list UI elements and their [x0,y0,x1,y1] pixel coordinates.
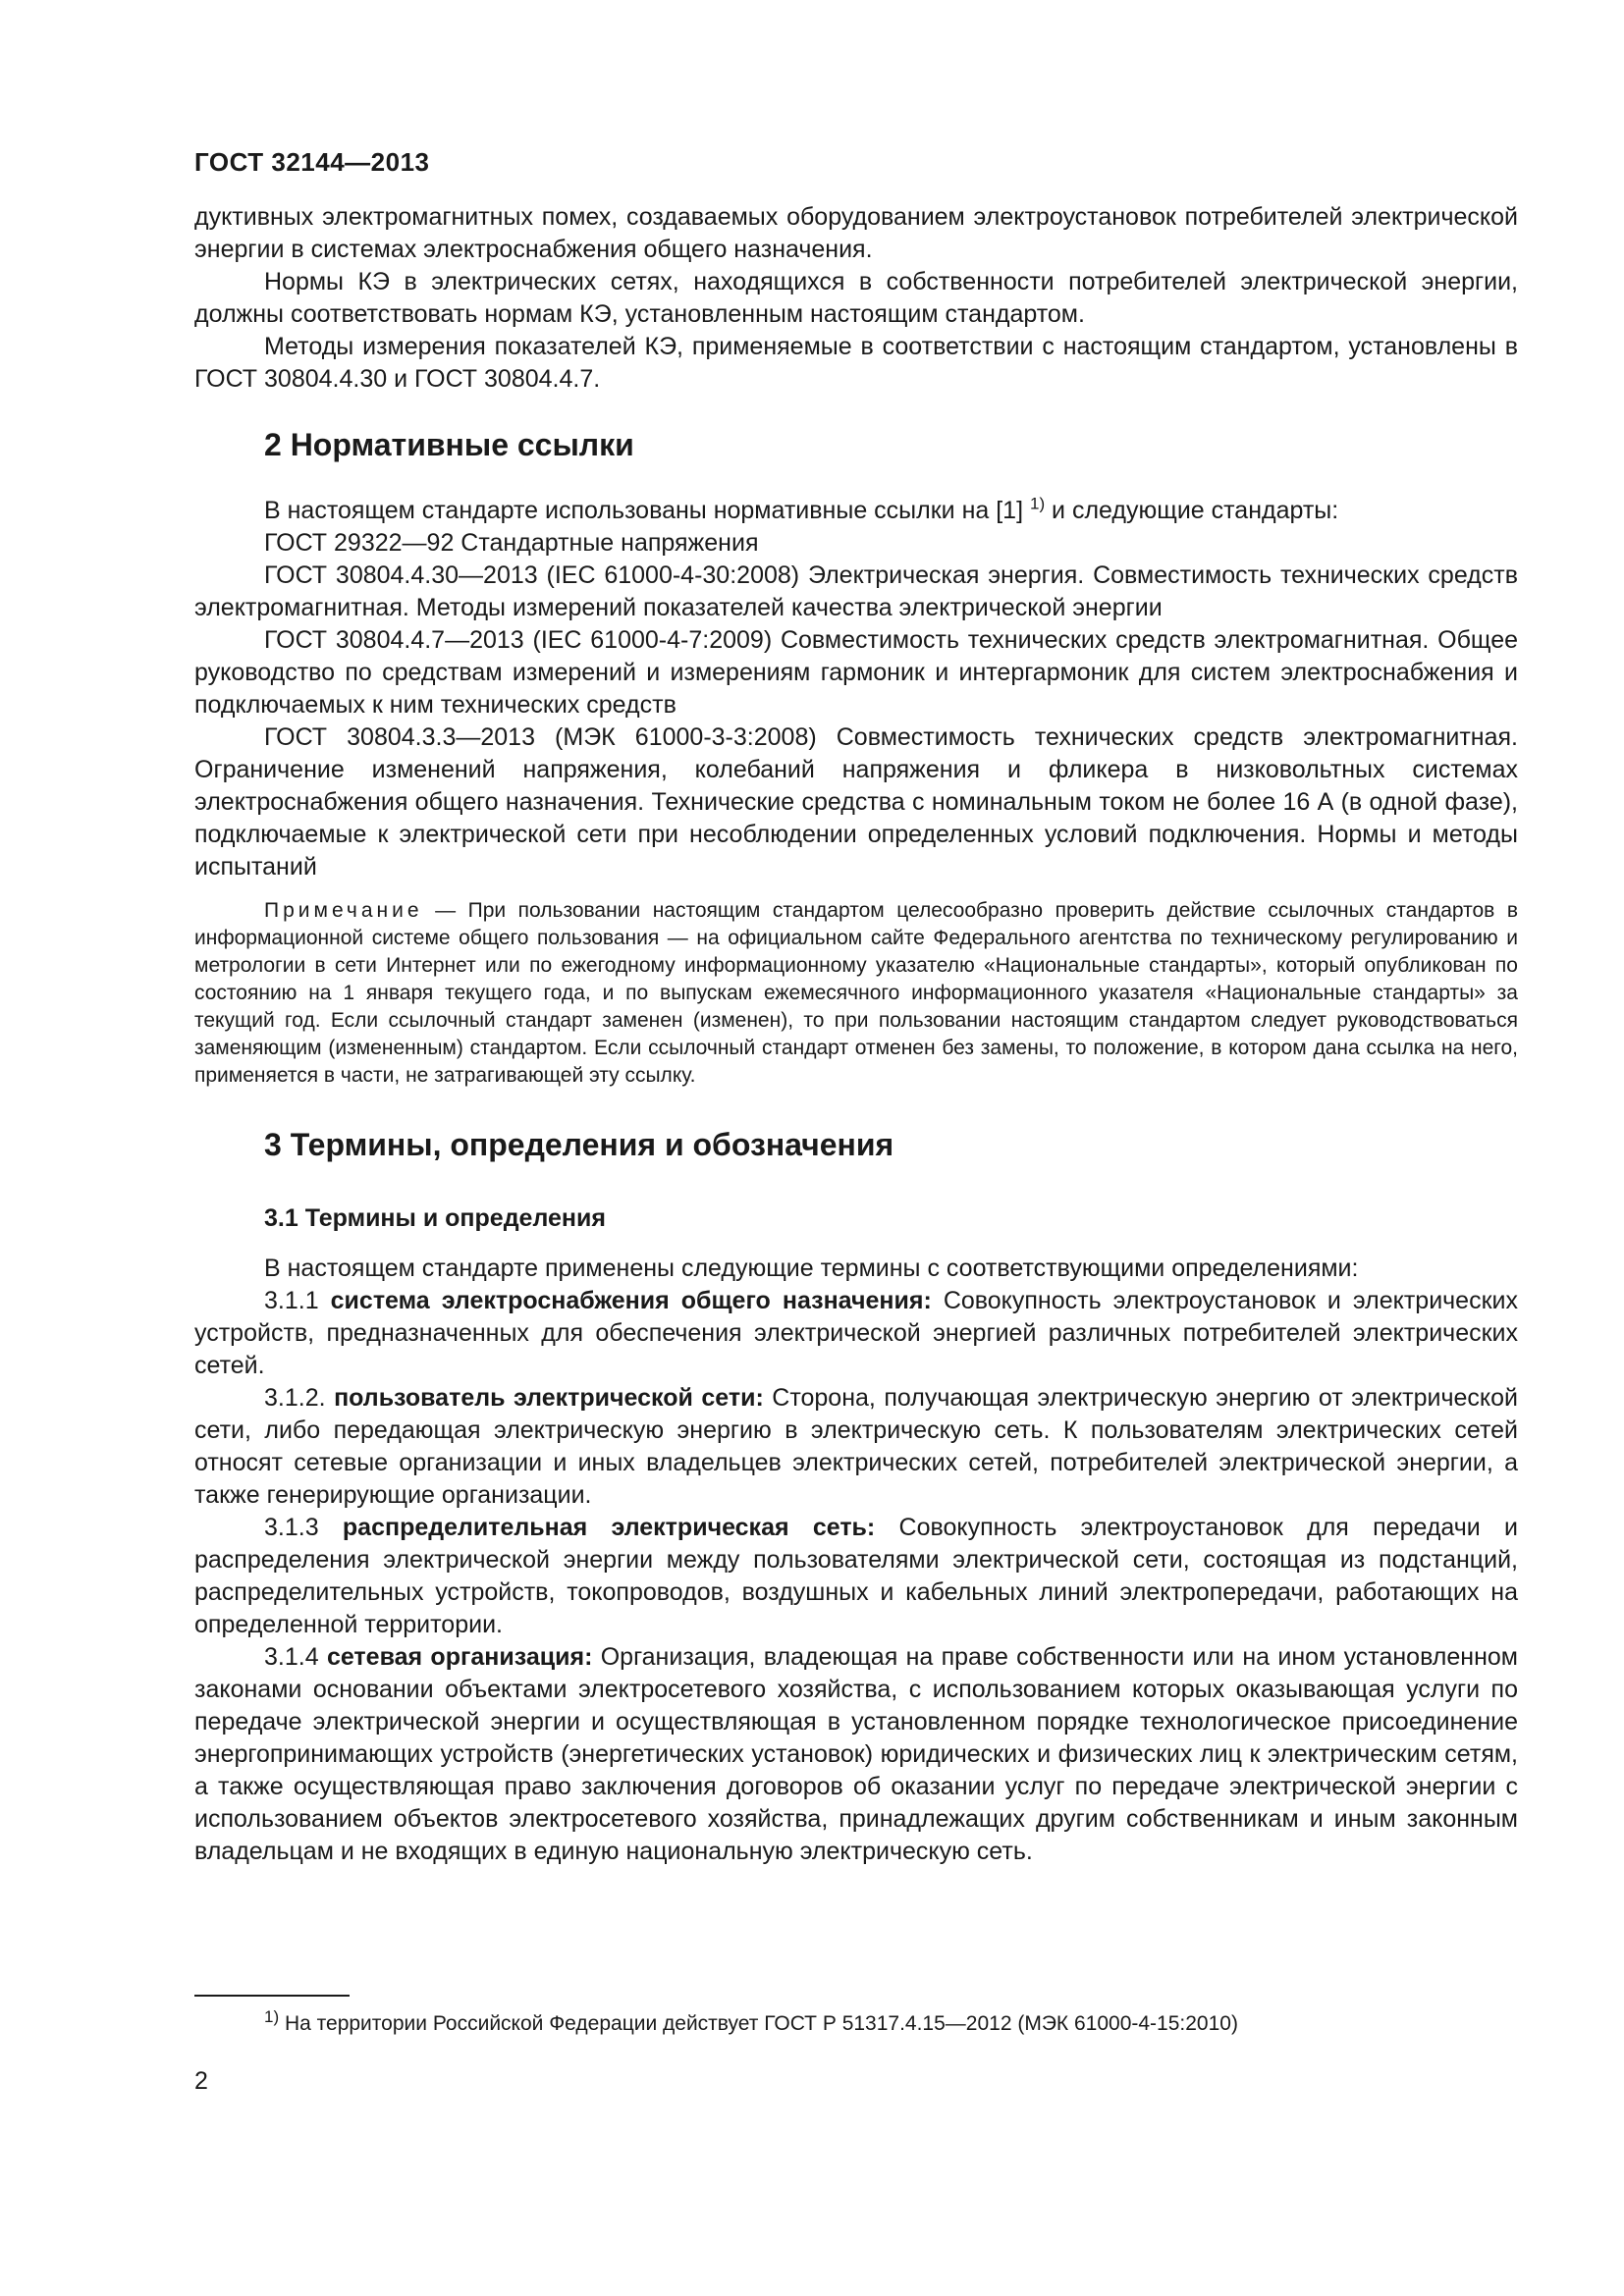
term-name: распределительная электрическая сеть: [342,1514,876,1541]
intro-paragraph-2: Нормы КЭ в электрических сетях, находящихся в собственности потребителей электрической энергии, должны соответствовать нормам КЭ, установленным настоящим стандартом. [194,268,1518,328]
section-2-heading: 2 Нормативные ссылки [264,427,634,462]
term-text: Организация, владеющая на праве собственности или на ином установленном законами основании объектами электросетевого хозяйства, с использованием которых оказывающая услуги по передаче электрической энергии и осуществляющая в установленном порядке технологическое присоединение энергопринимающих устройств (энергетических установок) юридических и физических лиц к электрическим сетям, а также осуществляющая право заключения договоров об оказании услуг по передаче электрической энергии с использованием объектов электросетевого хозяйства, принадлежащих другим собственникам и иным законным владельцам и не входящих в единую национальную электрическую сеть. [194,1643,1518,1865]
footnote [264,2007,1518,2038]
term-definition [194,1382,1518,1512]
section-3-lead: В настоящем стандарте применены следующие термины с соответствующими определениями: [264,1255,1359,1282]
footnote-mark: 1) [264,2007,280,2026]
reference-item: ГОСТ 30804.4.7—2013 (IEC 61000-4-7:2009) Совместимость технических средств электромагнитная. Общее руководство по средствам измерений и измерениям гармоник и интергармоник для систем электроснабжения и подключаемых к ним технических средств [194,626,1518,719]
term-number: 3.1.2. [264,1384,335,1412]
note-label: Примечание [264,899,423,922]
term-name: пользователь электрической сети: [334,1384,764,1412]
term-text: Сторона, получающая электрическую энергию от электрической сети, либо передающая электрическую энергию в электрическую сеть. К пользователям электрических сетей относят сетевые организации и иных владельцев электрических сетей, потребителей электрической энергии, а также генерирующие организации. [194,1384,1518,1509]
note-text: — При пользовании настоящим стандартом целесообразно проверить действие ссылочных стандартов в информационной системе общего пользования — на официальном сайте Федерального агентства по техническому регулированию и метрологии в сети Интернет или по ежегодному информационному указателю «Национальные стандарты», который опубликован по состоянию на 1 января текущего года, и по выпускам ежемесячного информационного указателя «Национальные стандарты» за текущий год. Если ссылочный стандарт заменен (изменен), то при пользовании настоящим стандартом следует руководствоваться заменяющим (измененным) стандартом. Если ссылочный стандарт отменен без замены, то положение, в котором дана ссылка на него, применяется в части, не затрагивающей эту ссылку. [194,899,1518,1087]
term-number: 3.1.1 [264,1287,331,1314]
note [194,897,1518,1090]
intro-paragraph-1: дуктивных электромагнитных помех, создаваемых оборудованием электроустановок потребителей электрической энергии в системах электроснабжения общего назначения. [194,203,1518,263]
reference-item: ГОСТ 30804.3.3—2013 (МЭК 61000-3-3:2008) Совместимость технических средств электромагнитная. Ограничение изменений напряжения, колебаний напряжения и фликера в низковольтных системах электроснабжения общего назначения. Технические средства с номинальным током не более 16 А (в одной фазе), подключаемые к электрической сети при несоблюдении определенных условий подключения. Нормы и методы испытаний [194,723,1518,881]
footnote-text: На территории Российской Федерации действует ГОСТ Р 51317.4.15—2012 (МЭК 61000-4-15:2010) [279,2012,1238,2035]
term-definition [194,1285,1518,1382]
term-definition [194,1512,1518,1641]
lead-text-end: и следующие стандарты: [1045,497,1339,524]
term-name: сетевая организация: [326,1643,593,1671]
term-number: 3.1.4 [264,1643,327,1671]
term-number: 3.1.3 [264,1514,343,1541]
term-name: система электроснабжения общего назначения: [330,1287,932,1314]
section-3-heading: 3 Термины, определения и обозначения [264,1127,894,1162]
document-header: ГОСТ 32144—2013 [194,147,430,177]
page-number: 2 [194,2067,208,2095]
subsection-3-1-heading: 3.1 Термины и определения [264,1204,606,1232]
lead-text: В настоящем стандарте использованы нормативные ссылки на [1] [264,497,1024,524]
term-definition [194,1641,1518,1868]
section-2-lead [194,495,1518,527]
page-content [194,201,1518,1868]
term-text: Совокупность электроустановок для передачи и распределения электрической энергии между пользователями электрической сети, состоящая из подстанций, распределительных устройств, токопроводов, воздушных и кабельных линий электропередачи, работающих на определенной территории. [194,1514,1518,1638]
reference-item: ГОСТ 30804.4.30—2013 (IEC 61000-4-30:2008) Электрическая энергия. Совместимость технических средств электромагнитная. Методы измерений показателей качества электрической энергии [194,561,1518,621]
term-text: Совокупность электроустановок и электрических устройств, предназначенных для обеспечения электрической энергией различных потребителей электрических сетей. [194,1287,1518,1379]
reference-item: ГОСТ 29322—92 Стандартные напряжения [264,529,759,557]
footnote-ref: 1) [1029,494,1046,513]
footnote-divider [194,1995,350,1997]
intro-paragraph-3: Методы измерения показателей КЭ, применяемые в соответствии с настоящим стандартом, установлены в ГОСТ 30804.4.30 и ГОСТ 30804.4.7. [194,333,1518,393]
